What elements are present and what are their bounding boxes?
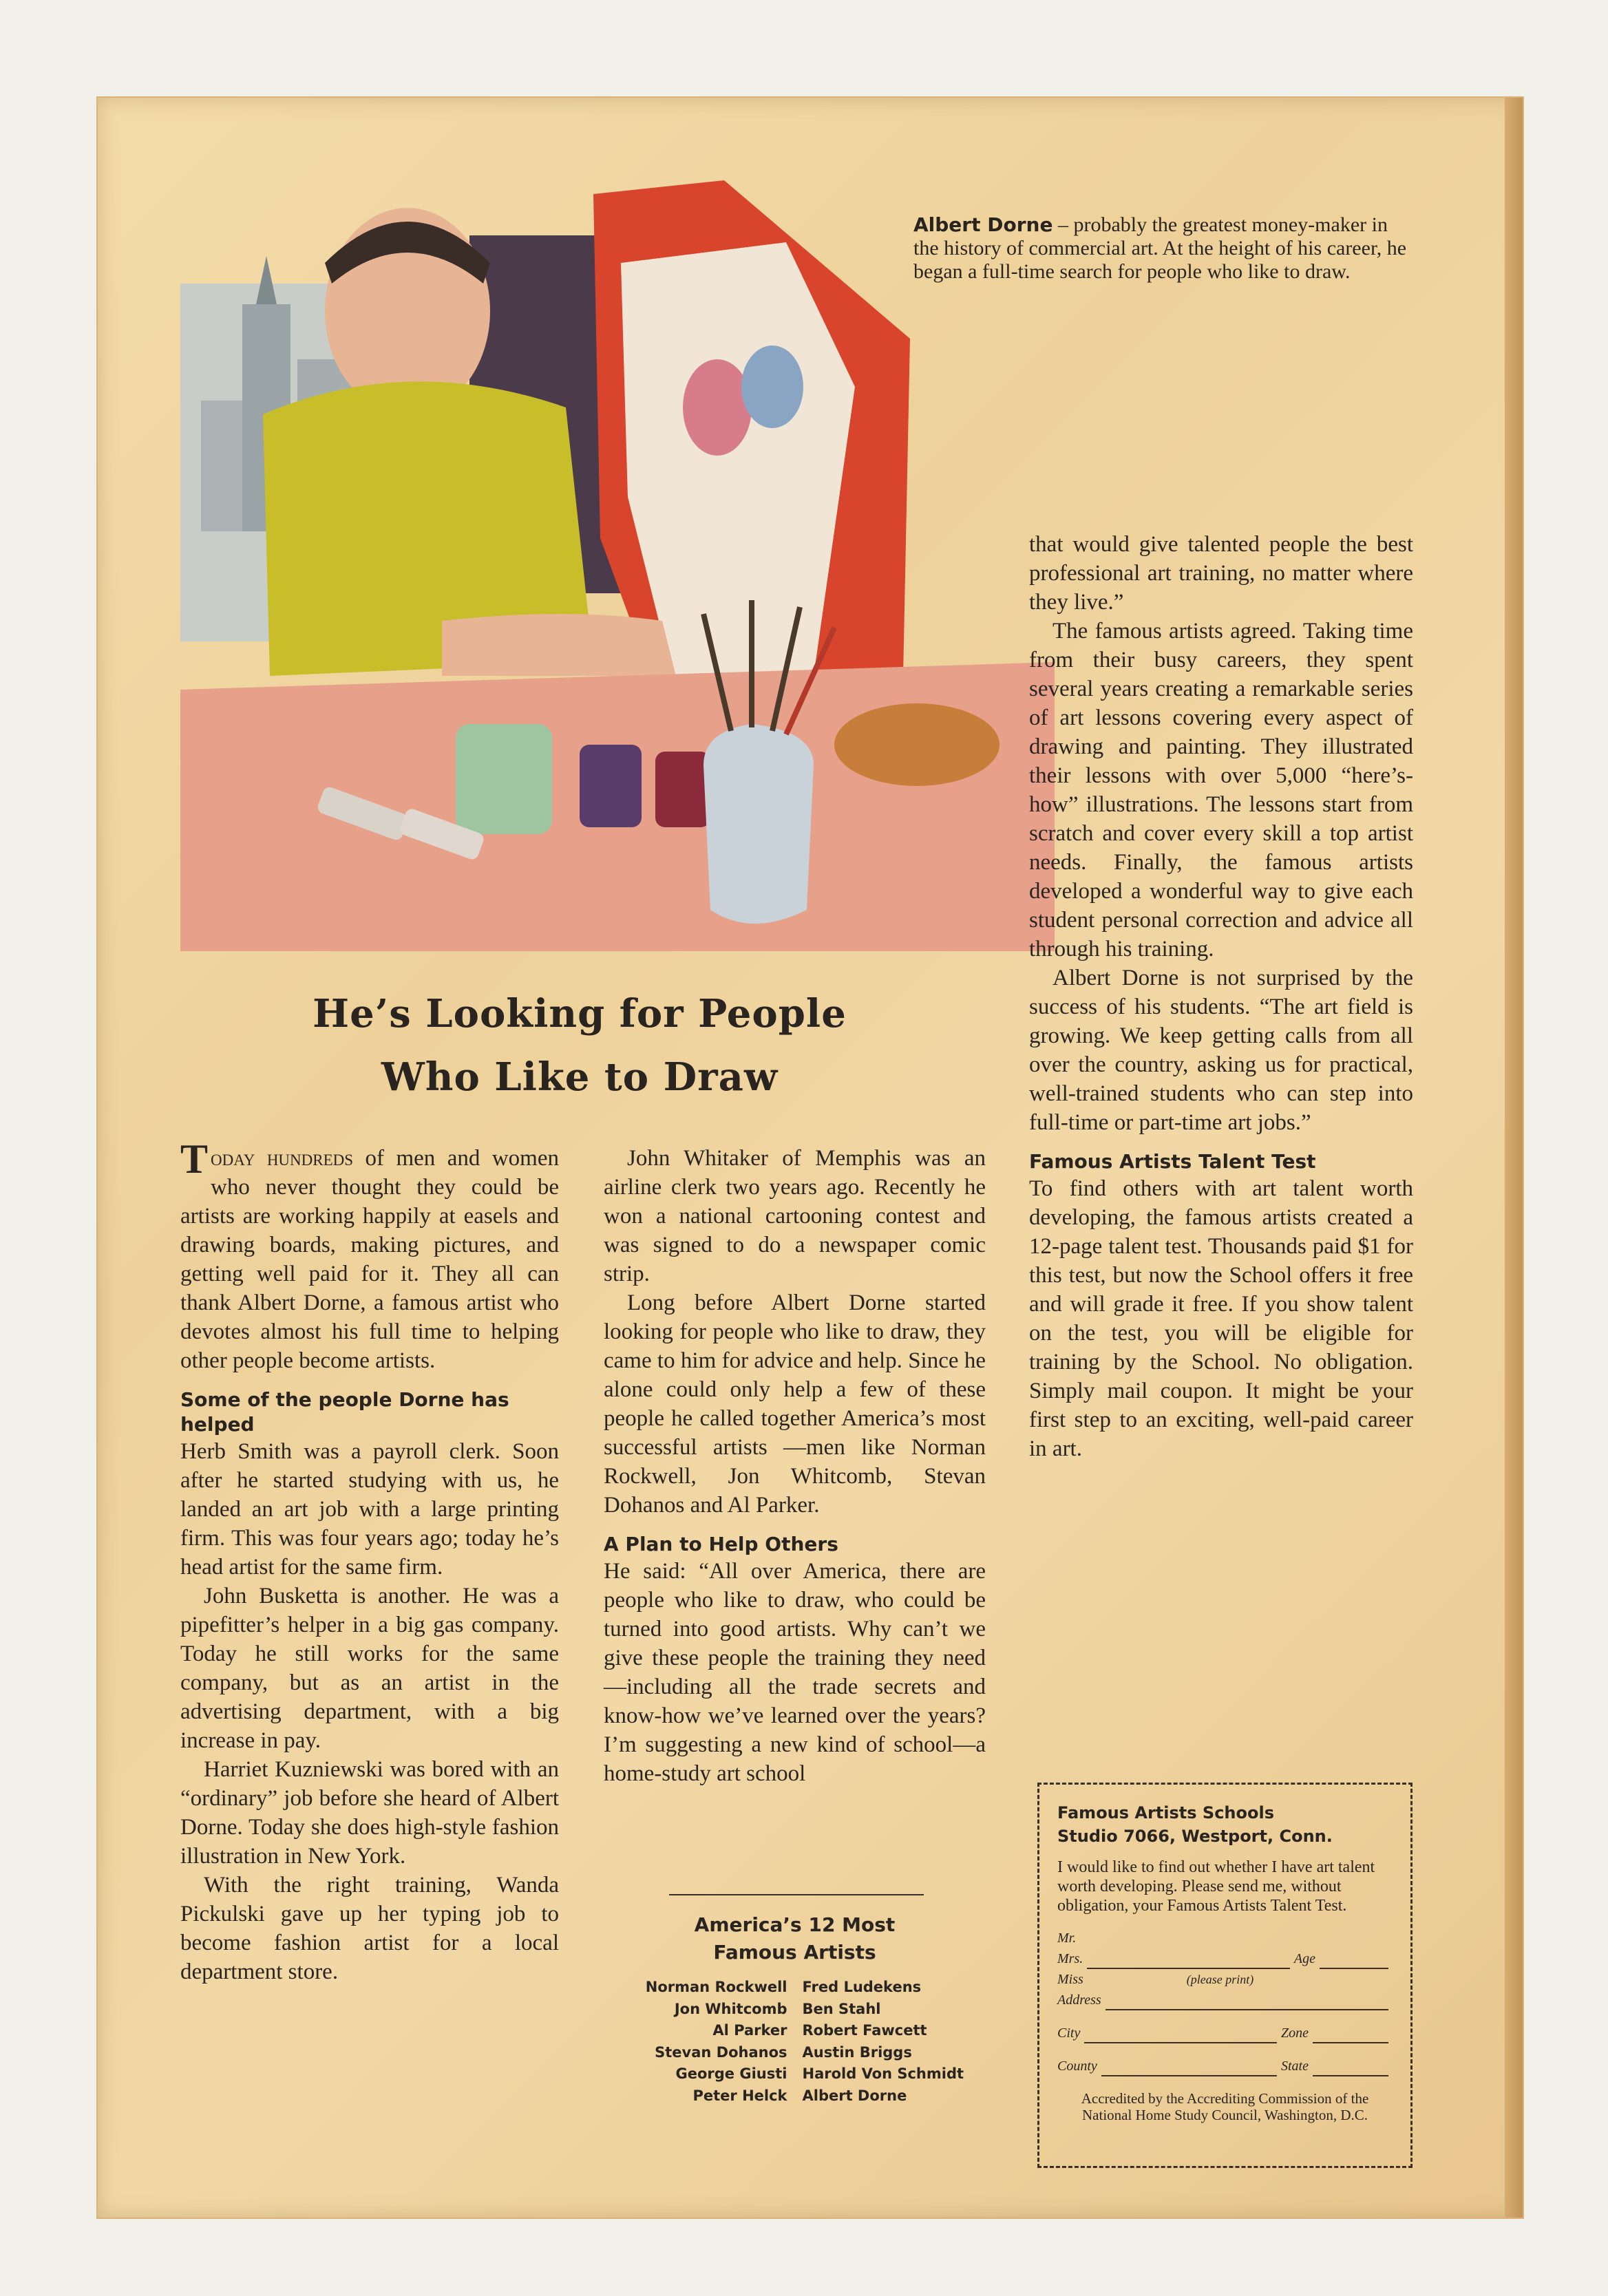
paint-jar [456,724,552,834]
bowl [834,703,999,786]
coupon-school-name: Famous Artists Schools [1057,1803,1274,1822]
paragraph-not-surprised: Albert Dorne is not surprised by the success of his students. “The art field is growing. We keep getting calls from all over the country, asking us for practical, well-trained students who can step into full-time or part-time art jobs.” [1029,966,1413,1135]
subhead-plan: A Plan to Help Others [604,1533,838,1555]
age-line[interactable] [1320,1953,1388,1969]
divider-rule [669,1894,924,1895]
intro-paragraph [180,1136,559,1375]
label-age: Age [1293,1951,1315,1966]
paragraph-john-busketta: John Busketta is another. He was a pipefitter’s helper in a big gas company. Today he still works for the same company, but as an artist in the advertising department, with a big increase in pay. [180,1584,559,1753]
artist-name: Harold Von Schmidt [802,2065,964,2082]
paragraph-artists-agreed: The famous artists agreed. Taking time from their busy careers, they spent several years creating a remarkable series of art lessons covering every aspect of drawing and painting. They illustrated their lessons with over 5,000 “here’s-how” illustrations. The lessons start from scratch and cover every skill a top artist needs. Finally, the famous artists developed a wonderful way to give each student personal correction and advice all through his training. [1029,619,1413,961]
column-1 [180,1136,559,1986]
mail-coupon[interactable] [1037,1783,1413,2168]
county-line[interactable] [1101,2060,1277,2076]
print-hint: (please print) [1186,1973,1254,1986]
artist-name: Stevan Dohanos [655,2043,787,2061]
coupon-name-field[interactable] [1057,1948,1393,1969]
subhead-people-helped: Some of the people Dorne has helped [180,1388,509,1436]
coupon-address-field[interactable] [1057,1990,1393,2010]
subhead-talent-test: Famous Artists Talent Test [1029,1150,1316,1173]
coupon-body: I would like to find out whether I have art talent worth developing. Please send me, without obligation, your Famous Artists Talent Test. [1057,1858,1375,1915]
column-3 [1029,530,1413,1463]
label-address: Address [1057,1992,1101,2008]
paragraph-he-said: He said: “All over America, there are people who like to draw, who could be turned into good artists. Why can’t we give these people the training they need—including all the trade secrets and know-how we’ve learned over the years? I’m suggesting a new kind of school—a home-study art school [604,1559,986,1786]
artists-list-title [604,1911,986,1966]
paragraph-wanda: With the right training, Wanda Pickulski gave up her typing job to become fashion artist for a local department store. [180,1873,559,1984]
state-line[interactable] [1313,2060,1388,2076]
paragraph-talent-test: To find others with art talent worth developing, the famous artists created a 12-page talent test. Thousands paid $1 for this test, but now the School offers it free and will grade it free. If you show talent on the test, you will be eligible for training by the School. No obligation. Simply mail coupon. It might be your first step to an exciting, well-paid career in art. [1029,1176,1413,1461]
label-county: County [1057,2059,1097,2074]
drop-cap: T [180,1136,209,1182]
page-spine [1505,98,1523,2218]
brush-pot [704,724,814,924]
accreditation-note: Accredited by the Accrediting Commission of the National Home Study Council, Washington, D.C. [1081,2090,1369,2123]
intro-caps: oday hundreds [211,1146,354,1171]
caption-text: – probably the greatest money-maker in the history of commercial art. At the height of his career, he began a full-time search for people who like to draw. [913,213,1407,283]
caption-name: Albert Dorne [913,213,1053,236]
artists-list [604,1977,986,2107]
artist-name: Al Parker [712,2022,787,2039]
label-mr: Mr. [1057,1931,1077,1946]
artist-drawing [180,180,1055,951]
artist-name: Peter Helck [692,2087,787,2104]
label-state: State [1281,2059,1309,2074]
headline-line-1: He’s Looking for People [313,991,847,1037]
column-2 [604,1144,986,1788]
coupon-city-field[interactable] [1057,2023,1393,2043]
artists-right-column [803,1977,986,2107]
paragraph-herb-smith: Herb Smith was a payroll clerk. Soon after he started studying with us, he landed an art job with a large printing firm. This was four years ago; today he’s head artist for the same firm. [180,1439,559,1580]
artist-name: George Giusti [675,2065,787,2082]
coupon-address: Studio 7066, Westport, Conn. [1057,1827,1333,1846]
intro-text: of men and women who never thought they could be artists are working happily at easels and drawing boards, making pictures, and getting well paid for it. They all can thank Albert Dorne, a famous artist who devotes almost his full time to helping other people become artists. [180,1146,559,1373]
artist-name: Norman Rockwell [645,1979,787,1995]
paragraph-john-whitaker: John Whitaker of Memphis was an airline clerk two years ago. Recently he won a national cartooning contest and was signed to do a newspaper comic strip. [604,1146,986,1286]
artist-name: Fred Ludekens [802,1979,922,1995]
artists-title-line-1: America’s 12 Most [694,1913,896,1936]
headline-line-2: Who Like to Draw [381,1054,779,1100]
illustration-caption [913,213,1409,284]
paragraph-continued: that would give talented people the best professional art training, no matter where they live.” [1029,532,1413,615]
zone-line[interactable] [1313,2027,1388,2043]
city-line[interactable] [1084,2027,1277,2043]
coupon-county-field[interactable] [1057,2056,1393,2076]
label-city: City [1057,2026,1081,2041]
label-mrs: Mrs. [1057,1951,1083,1966]
artist-name: Jon Whitcomb [674,2000,787,2017]
headline [194,982,965,1109]
label-zone: Zone [1281,2026,1309,2041]
artist-illustration [180,180,1055,951]
address-line[interactable] [1106,1994,1388,2010]
artists-title-line-2: Famous Artists [713,1941,876,1964]
paragraph-long-before: Long before Albert Dorne started looking for people who like to draw, they came to him for advice and help. Since he alone could only help a few of these people he called together America’s most successful artists —men like Norman Rockwell, Jon Whitcomb, Stevan Dohanos and Al Parker. [604,1290,986,1518]
magazine-page [96,96,1524,2219]
coupon-mr [1057,1928,1393,1948]
paragraph-harriet: Harriet Kuzniewski was bored with an “ordinary” job before she heard of Albert Dorne. Today she does high-style fashion illustration in New York. [180,1757,559,1869]
name-line[interactable] [1087,1953,1290,1969]
coupon-miss [1057,1969,1393,1990]
artist-name: Albert Dorne [802,2087,907,2104]
label-miss: Miss [1057,1972,1083,1987]
artist-name: Ben Stahl [802,2000,881,2017]
artist-name: Austin Briggs [802,2043,912,2061]
artists-left-column [604,1977,787,2107]
artist-name: Robert Fawcett [802,2022,927,2039]
